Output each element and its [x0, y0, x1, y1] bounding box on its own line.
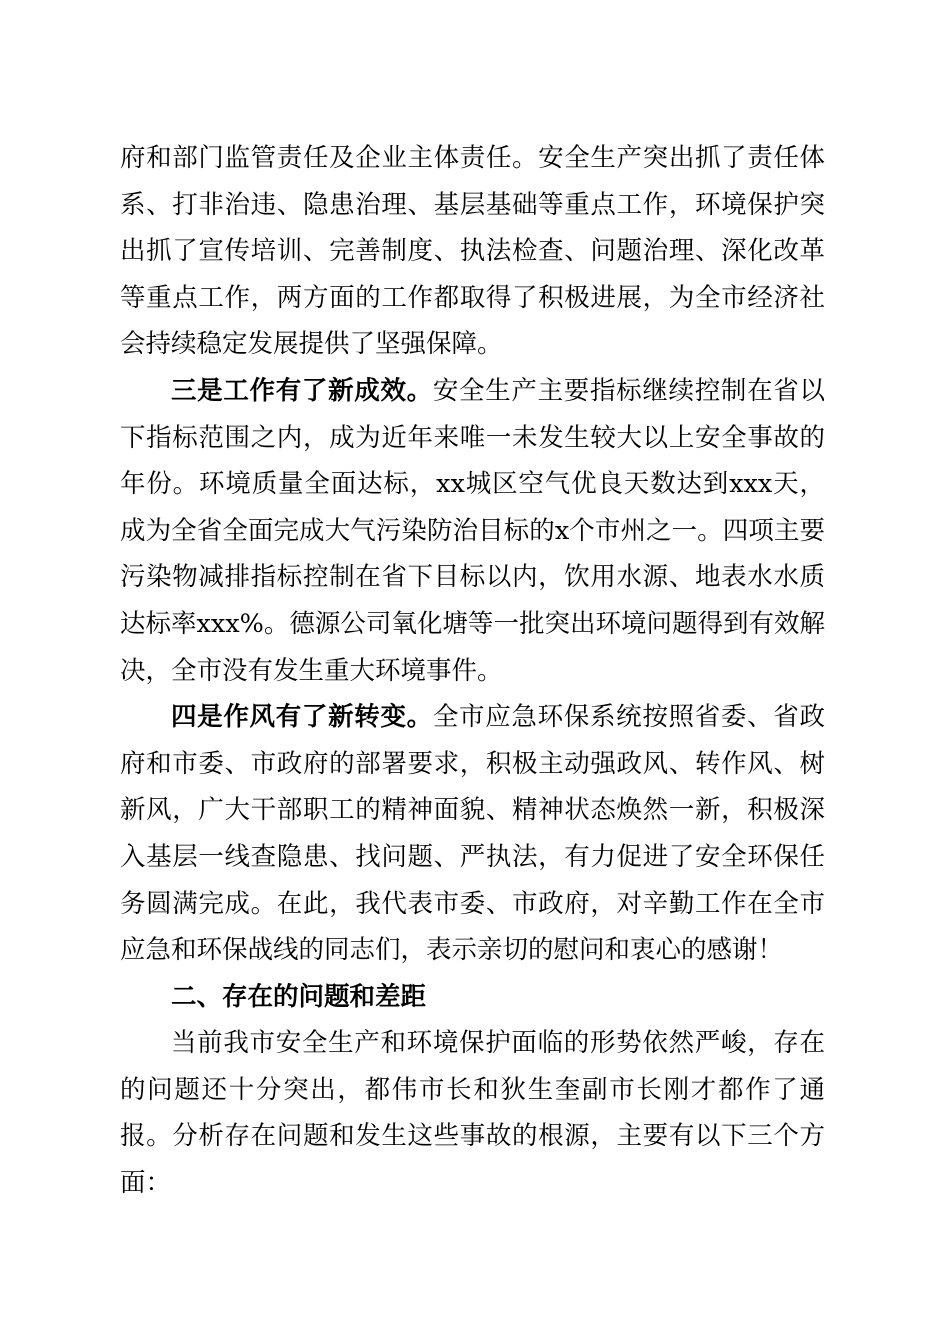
paragraph-continuation [120, 135, 825, 368]
paragraph-text: 全市应急环保系统按照省委、省政府和市委、市政府的部署要求，积极主动强政风、转作风、树新风，广大干部职工的精神面貌、精神状态焕然一新，积极深入基层一线查隐患、找问题、严执法，有力促进了安全环保任务圆满完成。在此，我代表市委、市政府，对辛勤工作在全市应急和环保战线的同志们，表示亲切的慰问和衷心的感谢！ [120, 702, 825, 966]
section-heading: 二、存在的问题和差距 [171, 981, 427, 1012]
document-page [120, 135, 825, 1207]
paragraph-text: 安全生产主要指标继续控制在省以下指标范围之内，成为近年来唯一未发生较大以上安全事故的年份。环境质量全面达标，xx城区空气优良天数达到xxx天，成为全省全面完成大气污染防治目标的x个市州之一。四项主要污染物减排指标控制在省下目标以内，饮用水源、地表水水质达标率xxx%。德源公司氧化塘等一批突出环境问题得到有效解决，全市没有发生重大环境事件。 [120, 375, 825, 686]
paragraph-closing: 当前我市安全生产和环境保护面临的形势依然严峻，存在的问题还十分突出，都伟市长和狄生奎副市长刚才都作了通报。分析存在问题和发生这些事故的根源，主要有以下三个方面： [120, 1028, 825, 1199]
paragraph-lead: 四是作风有了新转变。 [171, 702, 433, 733]
paragraph-new-style [120, 694, 825, 974]
paragraph-text: 府和部门监管责任及企业主体责任。安全生产突出抓了责任体系、打非治违、隐患治理、基层基础等重点工作，环境保护突出抓了宣传培训、完善制度、执法检查、问题治理、深化改革等重点工作，两方面的工作都取得了积极进展，为全市经济社会持续稳定发展提供了坚强保障。 [120, 143, 825, 360]
paragraph-lead: 三是工作有了新成效。 [171, 375, 433, 406]
paragraph-new-results [120, 368, 825, 694]
